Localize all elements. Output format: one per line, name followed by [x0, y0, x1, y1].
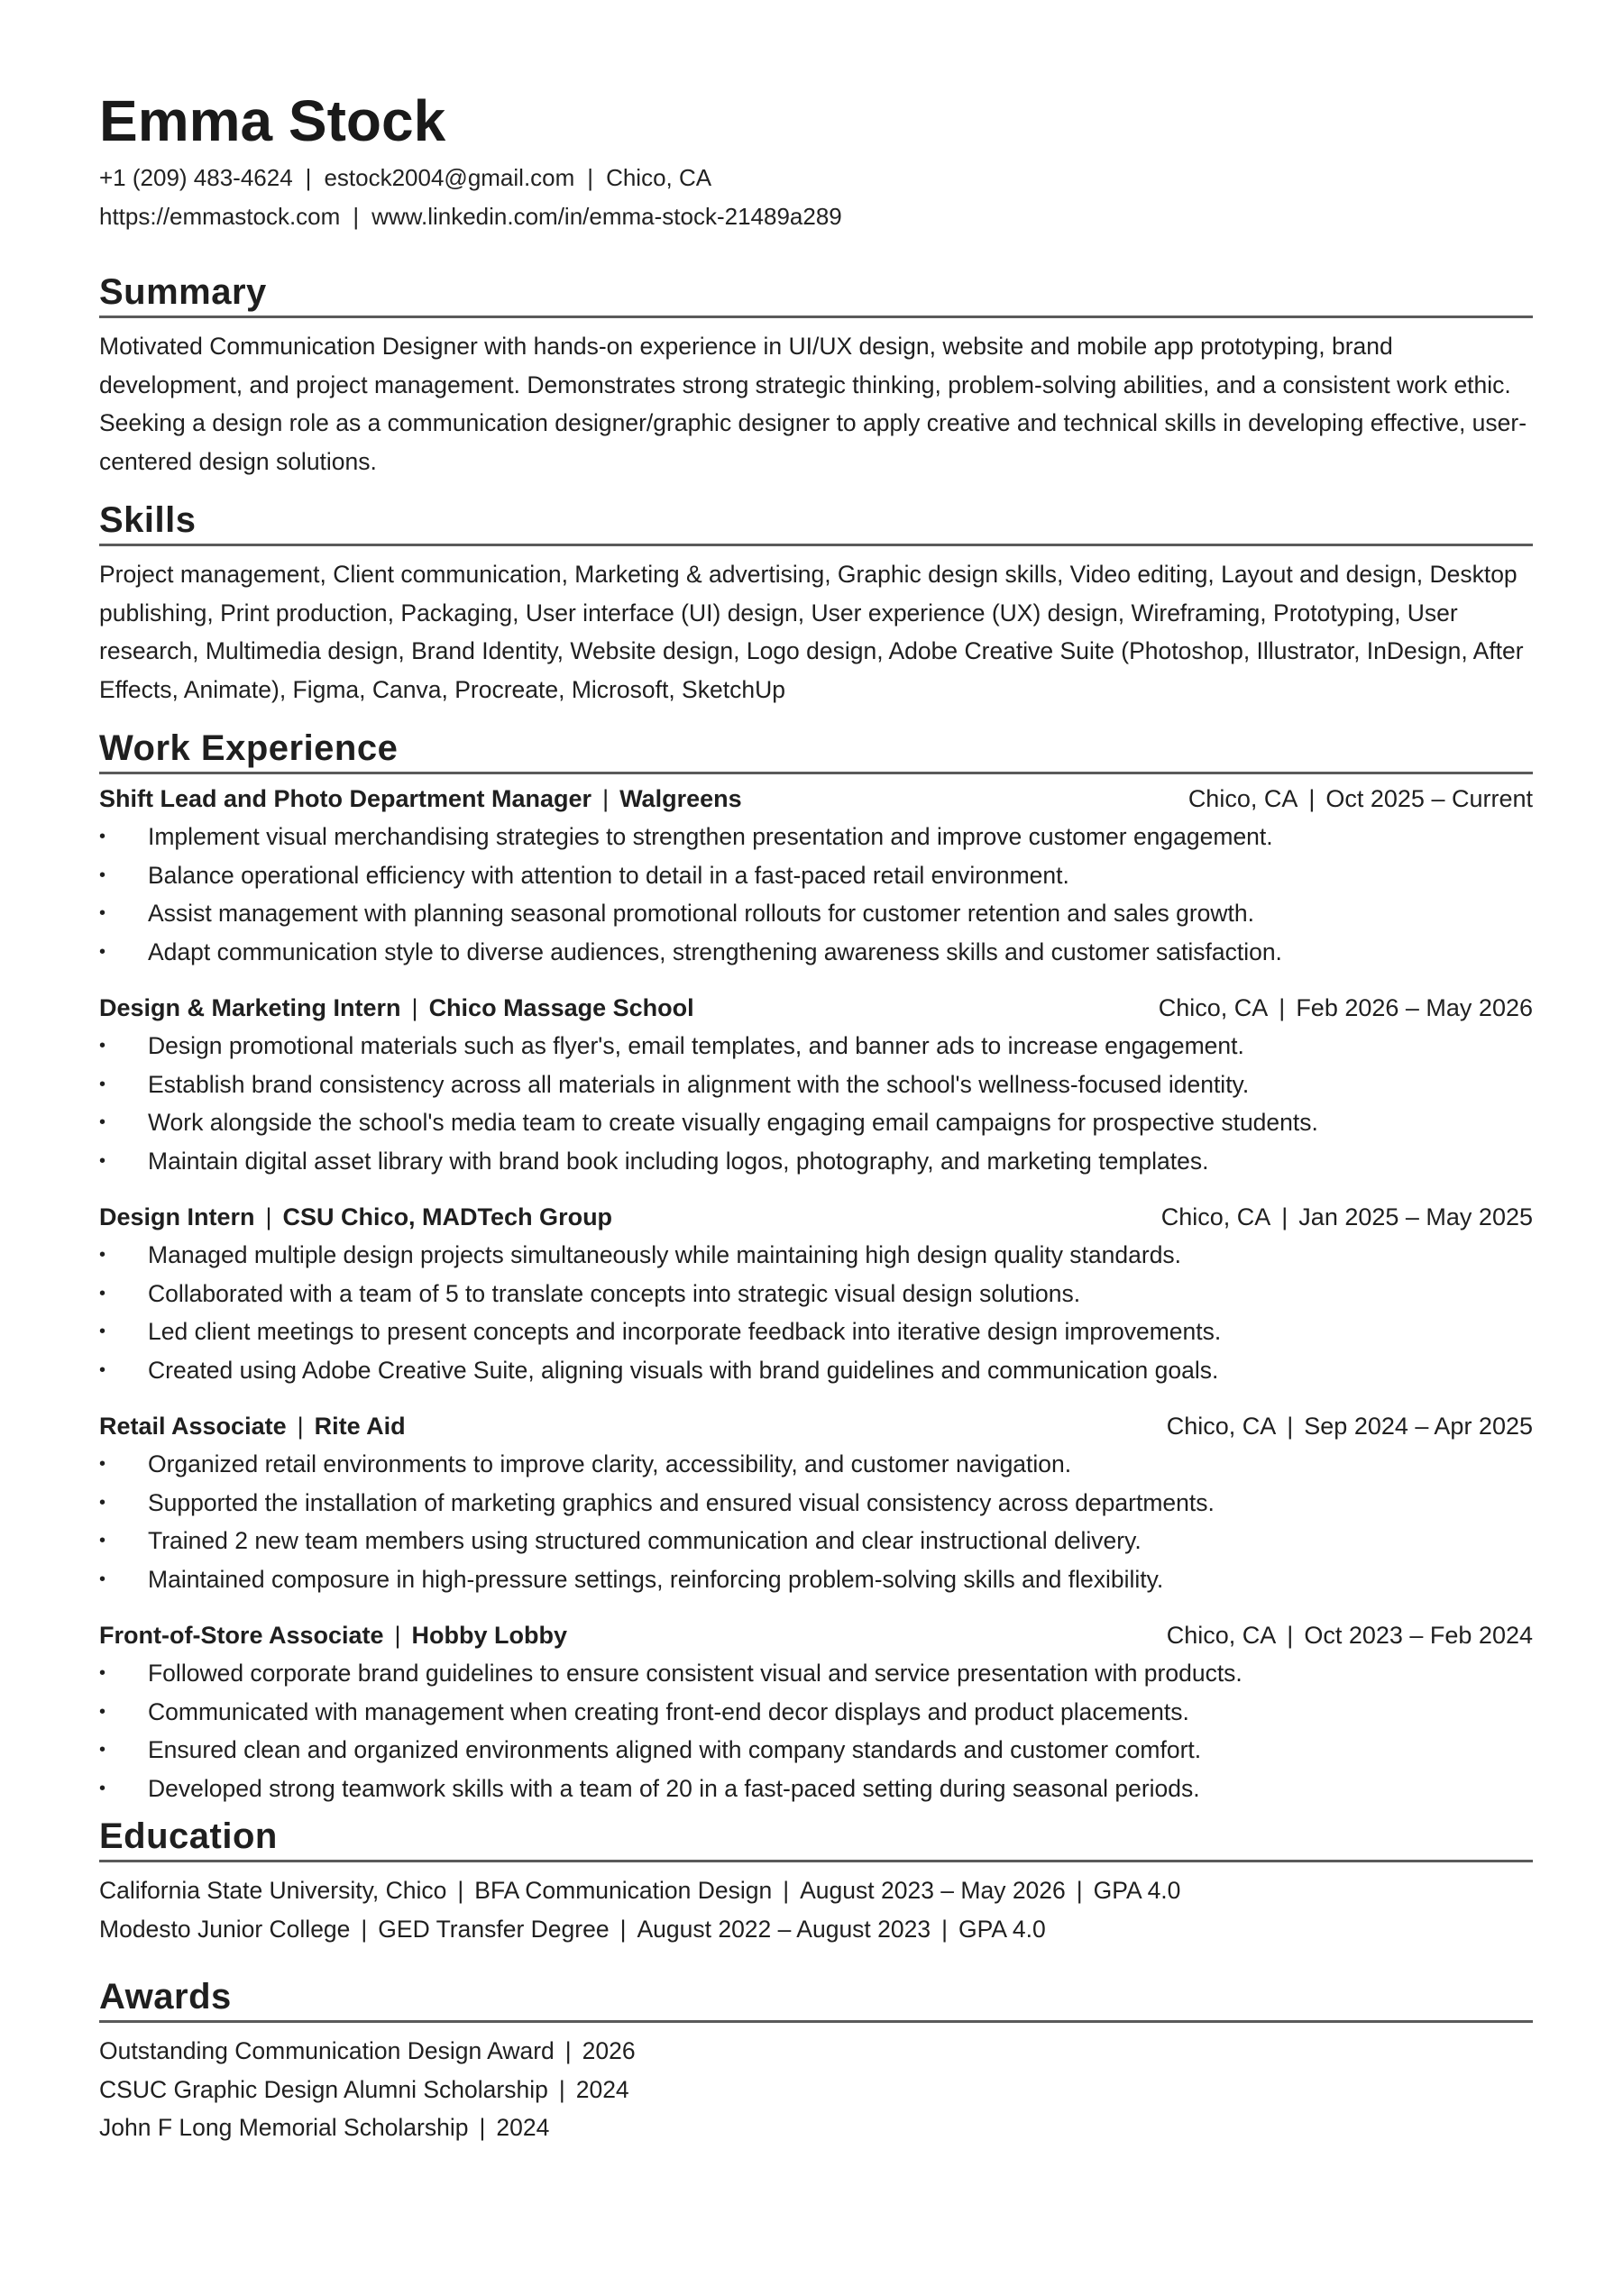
job-title	[99, 989, 694, 1027]
job-bullet: • Ensured clean and organized environments aligned with company standards and customer comfort.	[99, 1731, 1533, 1770]
separator: |	[602, 785, 610, 812]
separator: |	[1287, 1622, 1294, 1649]
award-year: 2024	[575, 2075, 629, 2103]
job-role: Shift Lead and Photo Department Manager	[99, 785, 592, 812]
job-title	[99, 1198, 612, 1236]
job-bullet: • Establish brand consistency across all materials in alignment with the school's wellness-focused identity.	[99, 1066, 1533, 1104]
job-header	[99, 1616, 1533, 1654]
job-dates: Oct 2025 – Current	[1325, 785, 1533, 812]
job-meta	[1167, 1616, 1533, 1654]
job-bullet-list	[99, 818, 1533, 971]
job-bullet: • Maintained composure in high-pressure settings, reinforcing problem-solving skills and flexibility.	[99, 1560, 1533, 1599]
candidate-name: Emma Stock	[99, 88, 446, 153]
job-title	[99, 1407, 406, 1445]
job-company: Chico Massage School	[428, 994, 694, 1021]
job-entry	[99, 1616, 1533, 1807]
contact-line-1	[99, 159, 1533, 197]
contact-line-2	[99, 197, 1533, 236]
job-meta	[1159, 989, 1533, 1027]
job-header	[99, 1198, 1533, 1236]
separator: |	[1279, 994, 1286, 1021]
job-bullet: • Led client meetings to present concepts and incorporate feedback into iterative design improvements.	[99, 1313, 1533, 1351]
job-role: Design Intern	[99, 1203, 255, 1230]
award-year: 2024	[496, 2114, 550, 2141]
school-name: California State University, Chico	[99, 1877, 447, 1904]
job-bullet: • Developed strong teamwork skills with a team of 20 in a fast-paced setting during seasonal periods.	[99, 1770, 1533, 1808]
separator: |	[361, 1915, 368, 1943]
separator: |	[305, 164, 312, 191]
linkedin-link[interactable]: www.linkedin.com/in/emma-stock-21489a289	[371, 203, 842, 230]
job-bullet: • Created using Adobe Creative Suite, aligning visuals with brand guidelines and communication goals.	[99, 1351, 1533, 1390]
gpa: GPA 4.0	[1093, 1877, 1181, 1904]
job-company: CSU Chico, MADTech Group	[282, 1203, 613, 1230]
website-link[interactable]: https://emmastock.com	[99, 203, 341, 230]
job-bullet: • Work alongside the school's media team to create visually engaging email campaigns for prospective students.	[99, 1103, 1533, 1142]
job-location: Chico, CA	[1166, 1413, 1277, 1440]
job-entry	[99, 1198, 1533, 1389]
degree: BFA Communication Design	[474, 1877, 773, 1904]
award-entry	[99, 2032, 1533, 2071]
job-header	[99, 989, 1533, 1027]
skills-section	[99, 499, 1533, 709]
experience-section	[99, 727, 1533, 1807]
skills-heading: Skills	[99, 499, 1533, 546]
award-name: Outstanding Communication Design Award	[99, 2037, 555, 2064]
job-meta	[1167, 1407, 1533, 1445]
job-bullet-list	[99, 1445, 1533, 1598]
job-meta	[1188, 780, 1533, 818]
job-bullet: • Organized retail environments to improve clarity, accessibility, and customer navigation.	[99, 1445, 1533, 1484]
job-bullet: • Supported the installation of marketing graphics and ensured visual consistency across departments.	[99, 1484, 1533, 1523]
job-bullet: • Design promotional materials such as flyer's, email templates, and banner ads to increase engagement.	[99, 1027, 1533, 1066]
education-list	[99, 1871, 1533, 1948]
skills-text: Project management, Client communication, Marketing & advertising, Graphic design skills, Video editing, Layout and design, Desktop publishing, Print production, Packaging, User interface (UI) design, User experience (UX) design, Wireframing, Prototyping, User research, Multimedia design, Brand Identity, Website design, Logo design, Adobe Creative Suite (Photoshop, Illustrator, InDesign, After Effects, Animate), Figma, Canva, Procreate, Microsoft, SketchUp	[99, 561, 1524, 703]
separator: |	[941, 1915, 948, 1943]
awards-heading: Awards	[99, 1975, 1533, 2023]
school-name: Modesto Junior College	[99, 1915, 351, 1943]
job-bullet: • Managed multiple design projects simultaneously while maintaining high design quality standards.	[99, 1236, 1533, 1275]
job-header	[99, 780, 1533, 818]
email-address[interactable]: estock2004@gmail.com	[324, 164, 575, 191]
job-dates: Oct 2023 – Feb 2024	[1304, 1622, 1533, 1649]
education-heading: Education	[99, 1815, 1533, 1862]
job-company: Hobby Lobby	[411, 1622, 568, 1649]
separator: |	[479, 2114, 486, 2141]
summary-heading: Summary	[99, 270, 1533, 318]
separator: |	[1308, 785, 1316, 812]
separator: |	[457, 1877, 464, 1904]
separator: |	[1287, 1413, 1294, 1440]
job-location: Chico, CA	[1166, 1622, 1277, 1649]
job-dates: Feb 2026 – May 2026	[1296, 994, 1533, 1021]
job-bullet-list	[99, 1654, 1533, 1807]
summary-text: Motivated Communication Designer with hands-on experience in UI/UX design, website and mobile app prototyping, brand development, and project management. Demonstrates strong strategic thinking, problem-solving abilities, and a consistent work ethic. Seeking a design role as a communication designer/graphic designer to apply creative and technical skills in developing effective, user-centered design solutions.	[99, 333, 1527, 475]
award-entry	[99, 2108, 1533, 2147]
job-company: Walgreens	[619, 785, 742, 812]
degree: GED Transfer Degree	[378, 1915, 610, 1943]
job-meta	[1161, 1198, 1533, 1236]
experience-heading: Work Experience	[99, 727, 1533, 774]
separator: |	[353, 203, 360, 230]
job-role: Design & Marketing Intern	[99, 994, 401, 1021]
education-dates: August 2023 – May 2026	[800, 1877, 1066, 1904]
award-entry	[99, 2071, 1533, 2109]
separator: |	[265, 1203, 272, 1230]
job-bullet: • Balance operational efficiency with attention to detail in a fast-paced retail environment.	[99, 856, 1533, 895]
job-bullet: • Trained 2 new team members using structured communication and clear instructional delivery.	[99, 1522, 1533, 1560]
award-name: John F Long Memorial Scholarship	[99, 2114, 469, 2141]
separator: |	[394, 1622, 401, 1649]
job-role: Front-of-Store Associate	[99, 1622, 384, 1649]
job-entry	[99, 989, 1533, 1180]
job-header	[99, 1407, 1533, 1445]
separator: |	[558, 2075, 565, 2103]
phone-number: +1 (209) 483-4624	[99, 164, 293, 191]
job-bullet: • Assist management with planning seasonal promotional rollouts for customer retention and sales growth.	[99, 894, 1533, 933]
job-title	[99, 780, 742, 818]
job-title	[99, 1616, 567, 1654]
education-entry	[99, 1910, 1533, 1949]
separator: |	[619, 1915, 627, 1943]
job-bullet: • Communicated with management when creating front-end decor displays and product placements.	[99, 1693, 1533, 1732]
job-bullet: • Collaborated with a team of 5 to translate concepts into strategic visual design solutions.	[99, 1275, 1533, 1313]
separator: |	[587, 164, 594, 191]
job-bullet: • Followed corporate brand guidelines to ensure consistent visual and service presentation with products.	[99, 1654, 1533, 1693]
separator: |	[1281, 1203, 1288, 1230]
separator: |	[297, 1413, 304, 1440]
awards-list	[99, 2032, 1533, 2147]
separator: |	[783, 1877, 790, 1904]
separator: |	[1076, 1877, 1083, 1904]
job-dates: Jan 2025 – May 2025	[1298, 1203, 1533, 1230]
award-year: 2026	[582, 2037, 636, 2064]
job-bullet-list	[99, 1236, 1533, 1389]
job-dates: Sep 2024 – Apr 2025	[1304, 1413, 1533, 1440]
job-location: Chico, CA	[1160, 1203, 1271, 1230]
education-entry	[99, 1871, 1533, 1910]
job-company: Rite Aid	[314, 1413, 406, 1440]
education-dates: August 2022 – August 2023	[637, 1915, 931, 1943]
job-bullet: • Adapt communication style to diverse audiences, strengthening awareness skills and customer satisfaction.	[99, 933, 1533, 972]
job-role: Retail Associate	[99, 1413, 287, 1440]
job-entry	[99, 780, 1533, 971]
separator: |	[411, 994, 418, 1021]
job-list	[99, 780, 1533, 1807]
job-location: Chico, CA	[1158, 994, 1269, 1021]
location: Chico, CA	[606, 164, 712, 191]
award-name: CSUC Graphic Design Alumni Scholarship	[99, 2075, 548, 2103]
job-location: Chico, CA	[1187, 785, 1298, 812]
summary-section	[99, 270, 1533, 480]
separator: |	[564, 2037, 572, 2064]
job-bullet: • Maintain digital asset library with brand book including logos, photography, and marketing templates.	[99, 1142, 1533, 1181]
awards-section	[99, 1975, 1533, 2147]
education-section	[99, 1815, 1533, 1948]
gpa: GPA 4.0	[958, 1915, 1046, 1943]
job-bullet-list	[99, 1027, 1533, 1180]
job-entry	[99, 1407, 1533, 1598]
job-bullet: • Implement visual merchandising strategies to strengthen presentation and improve customer engagement.	[99, 818, 1533, 856]
